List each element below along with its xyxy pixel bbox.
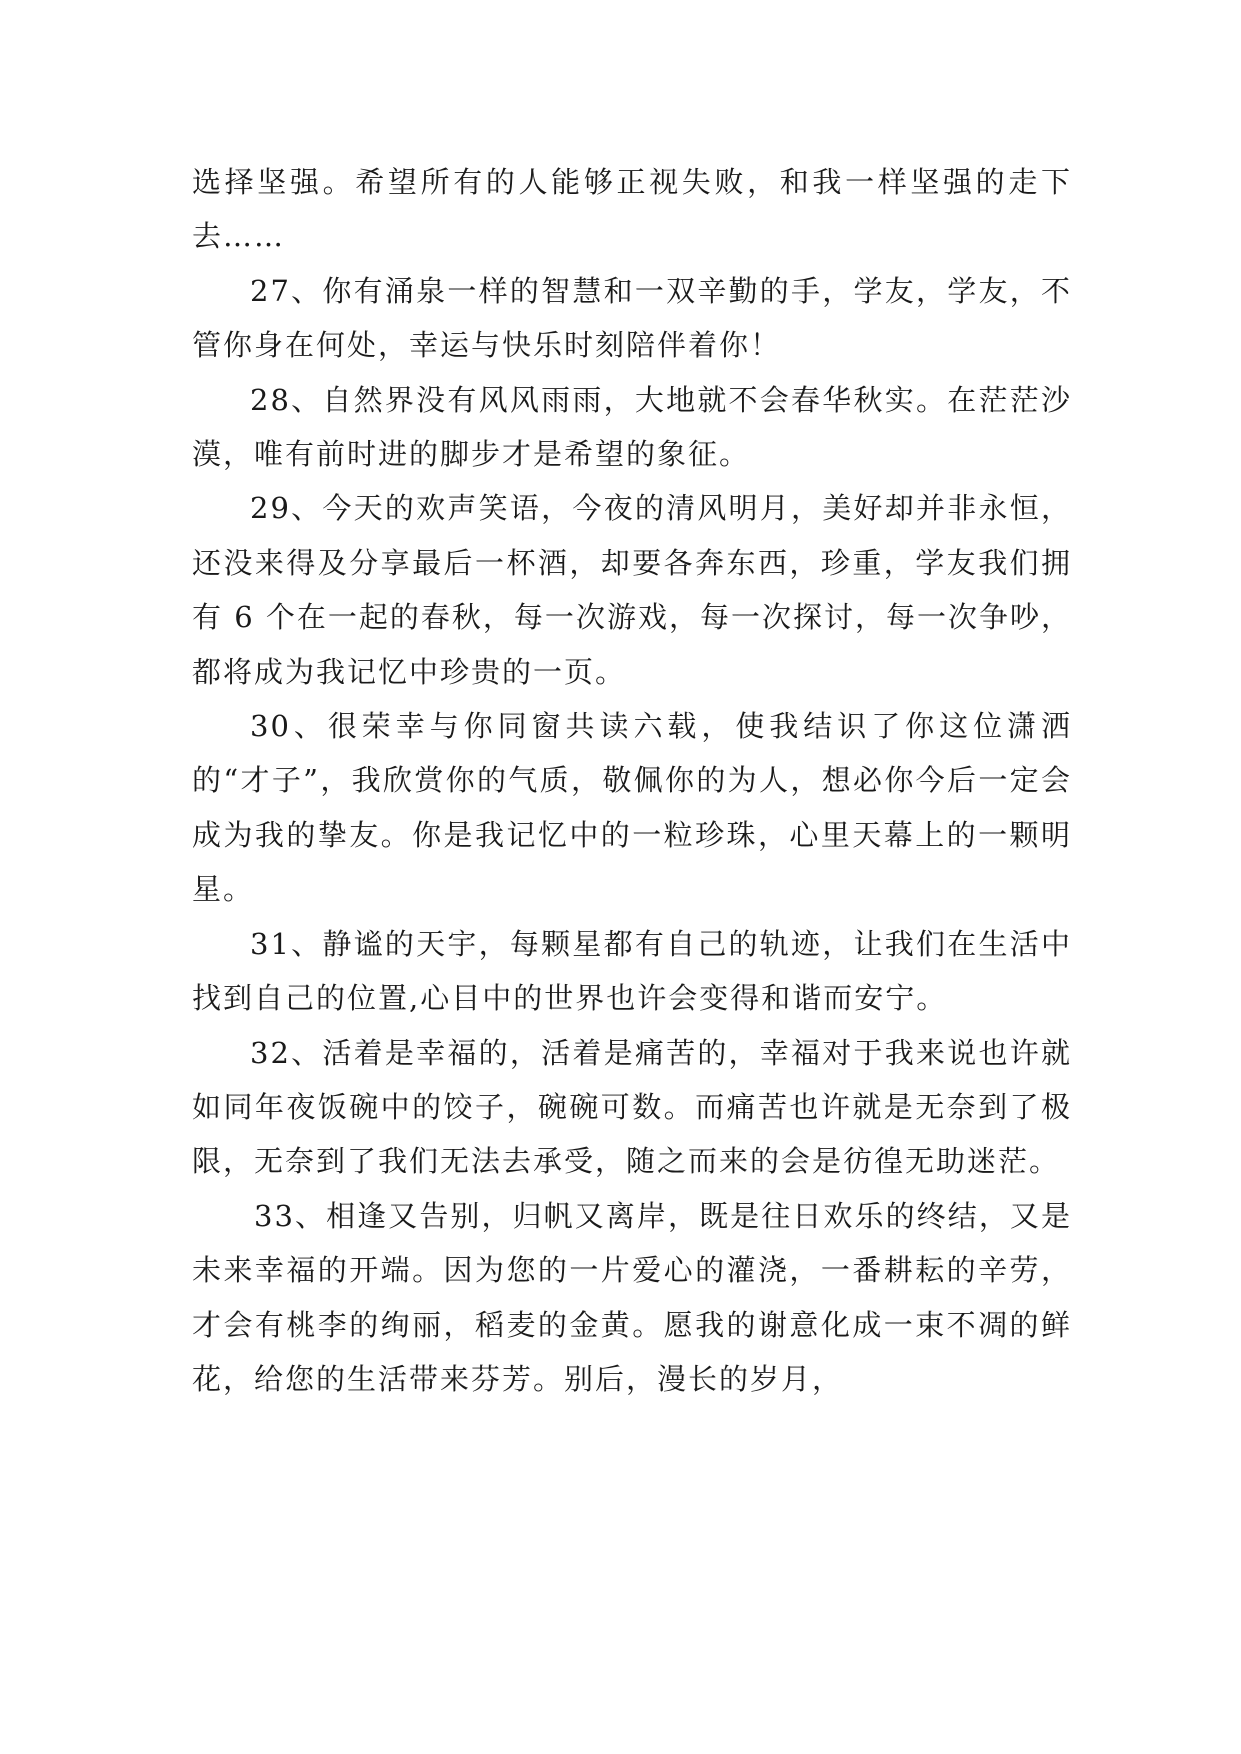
paragraph-29: 29、今天的欢声笑语，今夜的清风明月，美好却并非永恒，还没来得及分享最后一杯酒，却要各奔东西，珍重，学友我们拥有 6 个在一起的春秋，每一次游戏，每一次探讨，每一次争吵，都将成为我记忆中珍贵的一页。 bbox=[192, 491, 1072, 689]
paragraph-30: 30、很荣幸与你同窗共读六载，使我结识了你这位潇洒的“才子”，我欣赏你的气质，敬佩你的为人，想必你今后一定会成为我的挚友。你是我记忆中的一粒珍珠，心里天幕上的一颗明星。 bbox=[192, 709, 1072, 907]
paragraph-33: 33、相逢又告别，归帆又离岸，既是往日欢乐的终结，又是未来幸福的开端。因为您的一片爱心的灌浇，一番耕耘的辛劳，才会有桃李的绚丽，稻麦的金黄。愿我的谢意化成一束不凋的鲜花，给您的生活带来芬芳。别后，漫长的岁月， bbox=[192, 1198, 1072, 1396]
paragraph-27: 27、你有涌泉一样的智慧和一双辛勤的手，学友，学友，不管你身在何处，幸运与快乐时刻陪伴着你！ bbox=[192, 273, 1072, 363]
paragraph-31: 31、静谧的天宇，每颗星都有自己的轨迹，让我们在生活中找到自己的位置,心目中的世界也许会变得和谐而安宁。 bbox=[192, 926, 1072, 1016]
paragraph-32: 32、活着是幸福的，活着是痛苦的，幸福对于我来说也许就如同年夜饭碗中的饺子，碗碗可数。而痛苦也许就是无奈到了极限，无奈到了我们无法去承受，随之而来的会是彷徨无助迷茫。 bbox=[192, 1035, 1072, 1179]
paragraph-28: 28、自然界没有风风雨雨，大地就不会春华秋实。在茫茫沙漠，唯有前时进的脚步才是希望的象征。 bbox=[192, 382, 1072, 472]
paragraph-continuation: 选择坚强。希望所有的人能够正视失败，和我一样坚强的走下去…… bbox=[192, 165, 1072, 254]
document-body bbox=[192, 155, 1072, 1406]
